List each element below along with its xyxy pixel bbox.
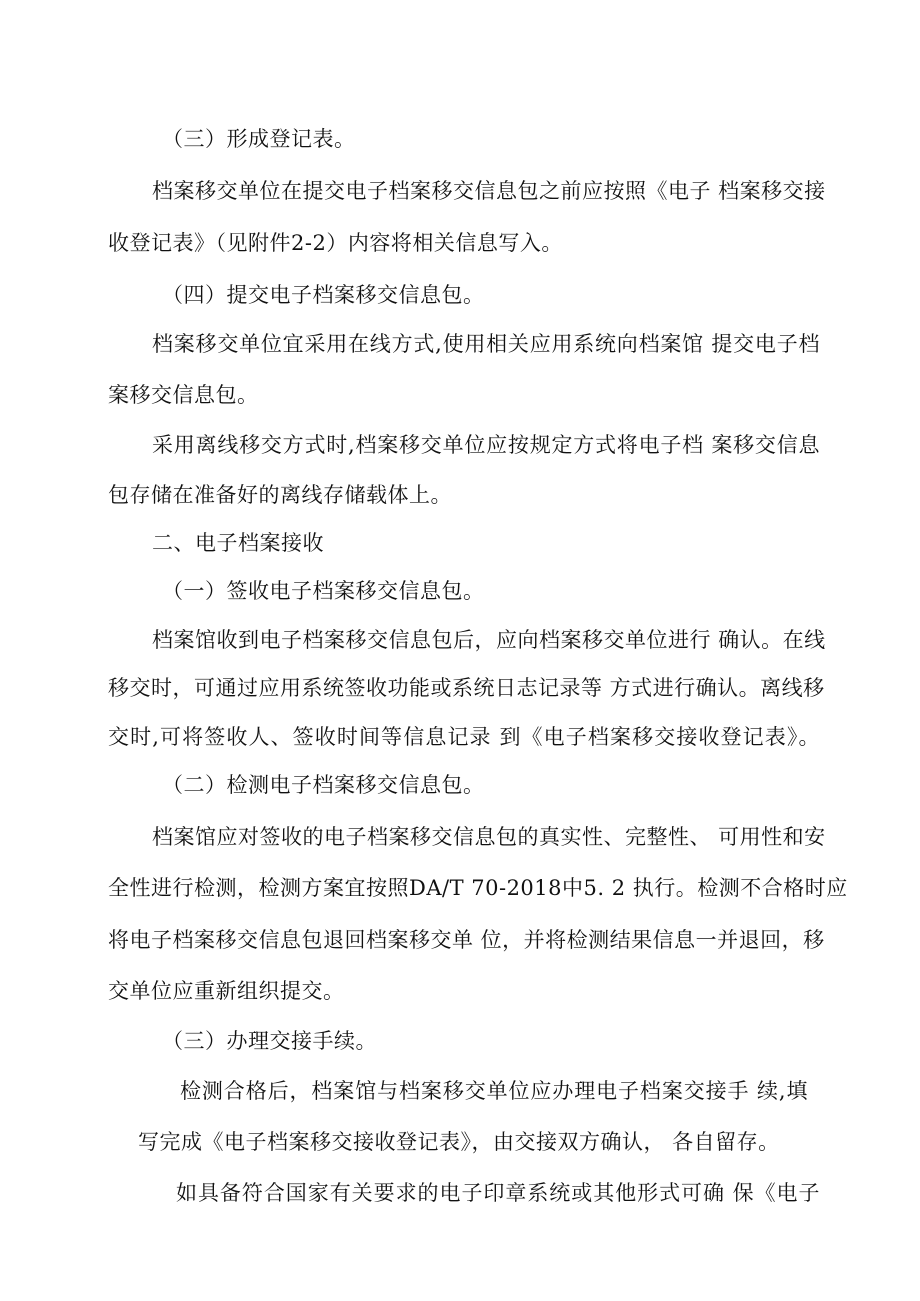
section-heading-archive-receipt: 二、电子档案接收 — [152, 531, 324, 555]
paragraph-line: 全性进行检测，检测方案宜按照DA/T 70-2018中5. 2 执行。检测不合格时应 — [108, 876, 848, 900]
paragraph-line: 将电子档案移交信息包退回档案移交单 位，并将检测结果信息一并退回，移 — [108, 928, 825, 952]
paragraph-line: 检测合格后，档案馆与档案移交单位应办理电子档案交接手 续,填 — [180, 1079, 808, 1103]
paragraph-line: 档案馆收到电子档案移交信息包后，应向档案移交单位进行 确认。在线 — [152, 628, 826, 652]
paragraph-line: 移交时，可通过应用系统签收功能或系统日志记录等 方式进行确认。离线移 — [108, 676, 825, 700]
subheading-2-check-package: （二）检测电子档案移交信息包。 — [162, 773, 485, 797]
paragraph-line: 交单位应重新组织提交。 — [108, 979, 345, 1003]
paragraph-line: 交时,可将签收人、签收时间等信息记录 到《电子档案移交接收登记表》。 — [108, 725, 820, 749]
paragraph-line: 案移交信息包。 — [108, 383, 259, 407]
subheading-4-submit-package: （四）提交电子档案移交信息包。 — [162, 283, 485, 307]
subheading-3-form-register: （三）形成登记表。 — [162, 127, 356, 151]
paragraph-line: 如具备符合国家有关要求的电子印章系统或其他形式可确 保《电子 — [176, 1181, 820, 1205]
paragraph-line: 档案移交单位宜采用在线方式,使用相关应用系统向档案馆 提交电子档 — [152, 332, 820, 356]
paragraph-line: 写完成《电子档案移交接收登记表》，由交接双方确认， 各自留存。 — [138, 1130, 780, 1154]
subheading-3-handover: （三）办理交接手续。 — [162, 1029, 377, 1053]
paragraph-line: 采用离线移交方式时,档案移交单位应按规定方式将电子档 案移交信息 — [152, 433, 820, 457]
paragraph-line: 收登记表》（见附件2-2）内容将相关信息写入。 — [108, 231, 563, 255]
paragraph-line: 档案移交单位在提交电子档案移交信息包之前应按照《电子 档案移交接 — [152, 179, 826, 203]
paragraph-line: 包存储在准备好的离线存储载体上。 — [108, 483, 452, 507]
subheading-1-sign-package: （一）签收电子档案移交信息包。 — [162, 579, 485, 603]
paragraph-line: 档案馆应对签收的电子档案移交信息包的真实性、完整性、 可用性和安 — [152, 825, 826, 849]
